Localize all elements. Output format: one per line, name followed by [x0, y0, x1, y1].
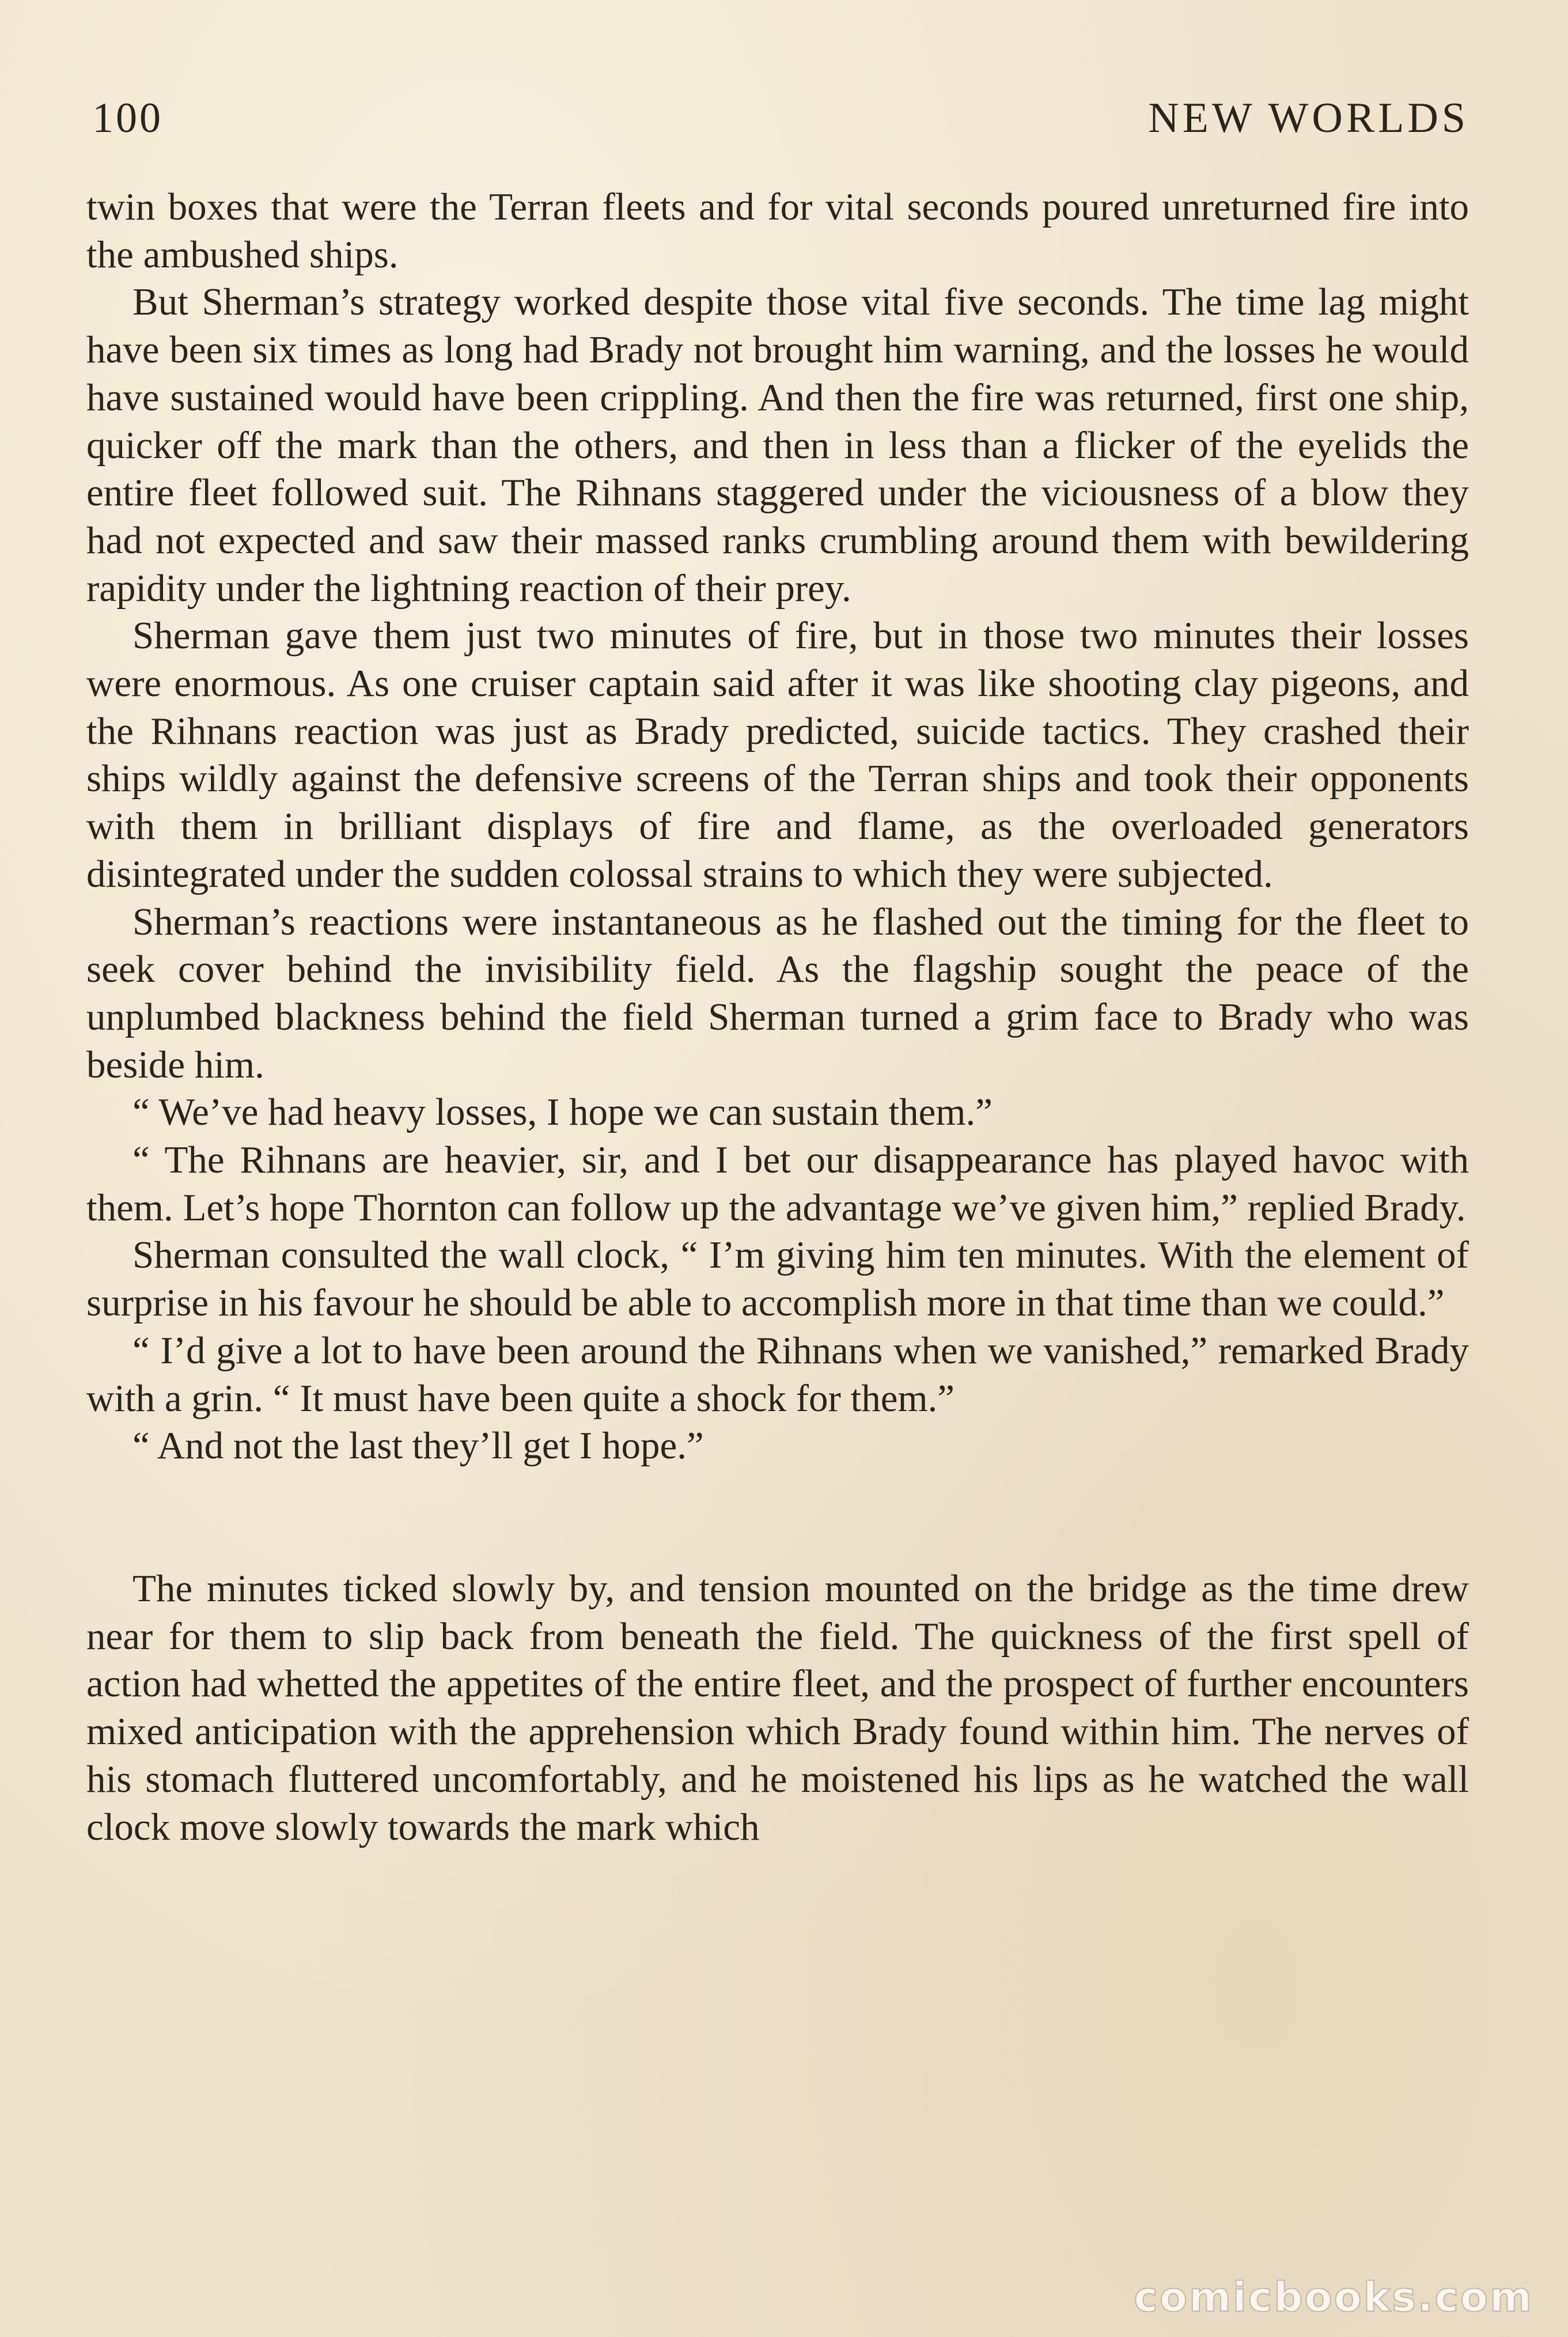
paragraph-7: Sherman consulted the wall clock, “ I’m giving him ten minutes. With the element of surprise in his favour he should be able to accomplish more in that time than we could.”: [86, 1234, 1469, 1325]
running-head: [92, 86, 1469, 150]
paragraph-9: “ And not the last they’ll get I hope.”: [132, 1424, 704, 1468]
paragraph-3: Sherman gave them just two minutes of fire, but in those two minutes their losses were enormous. As one cruiser captain said after it was like shooting clay pigeons, and the Rihnans reaction was just as Brady predicted, suicide tactics. They crashed their ships wildly against the defensive screens of the Terran ships and took their opponents with them in brilliant displays of fire and flame, as the overloaded generators disintegrated under the sudden colossal strains to which they were subjected.: [86, 614, 1469, 895]
paragraph-2: But Sherman’s strategy worked despite those vital five seconds. The time lag might have been six times as long had Brady not brought him warning, and the losses he would have sustained would have been crippling. And then the fire was returned, first one ship, quicker off the mark than the others, and then in less than a flicker of the eyelids the entire fleet followed suit. The Rihnans staggered under the viciousness of a blow they had not expected and saw their massed ranks crumbling around them with bewildering rapidity under the lightning reaction of their prey.: [86, 281, 1469, 610]
paragraph-8: “ I’d give a lot to have been around the Rihnans when we vanished,” remarked Brady with a grin. “ It must have been quite a shock for them.”: [86, 1329, 1469, 1420]
body-text: [86, 183, 1469, 1851]
paragraph-5: “ We’ve had heavy losses, I hope we can sustain them.”: [132, 1091, 993, 1134]
page-number: 100: [92, 94, 163, 142]
paragraph-10: The minutes ticked slowly by, and tension mounted on the bridge as the time drew near for them to slip back from beneath the field. The quickness of the first spell of action had whetted the appetites of the entire fleet, and the prospect of further encounters mixed anticipation with the apprehension which Brady found within him. The nerves of his stomach fluttered uncomfortably, and he moistened his lips as he watched the wall clock move slowly towards the mark which: [86, 1567, 1469, 1848]
watermark: comicbooks.com: [1134, 2274, 1533, 2321]
paragraph-4: Sherman’s reactions were instantaneous as he flashed out the timing for the fleet to seek cover behind the invisibility field. As the flagship sought the peace of the unplumbed blackness behind the field Sherman turned a grim face to Brady who was beside him.: [86, 900, 1469, 1086]
paragraph-6: “ The Rihnans are heavier, sir, and I bet our disappearance has played havoc with them. Let’s hope Thornton can follow up the advantage we’ve given him,” replied Brady.: [86, 1139, 1469, 1229]
paragraph-1: twin boxes that were the Terran fleets and for vital seconds poured unreturned fire into the ambushed ships.: [86, 186, 1469, 276]
running-title: NEW WORLDS: [1148, 94, 1469, 142]
